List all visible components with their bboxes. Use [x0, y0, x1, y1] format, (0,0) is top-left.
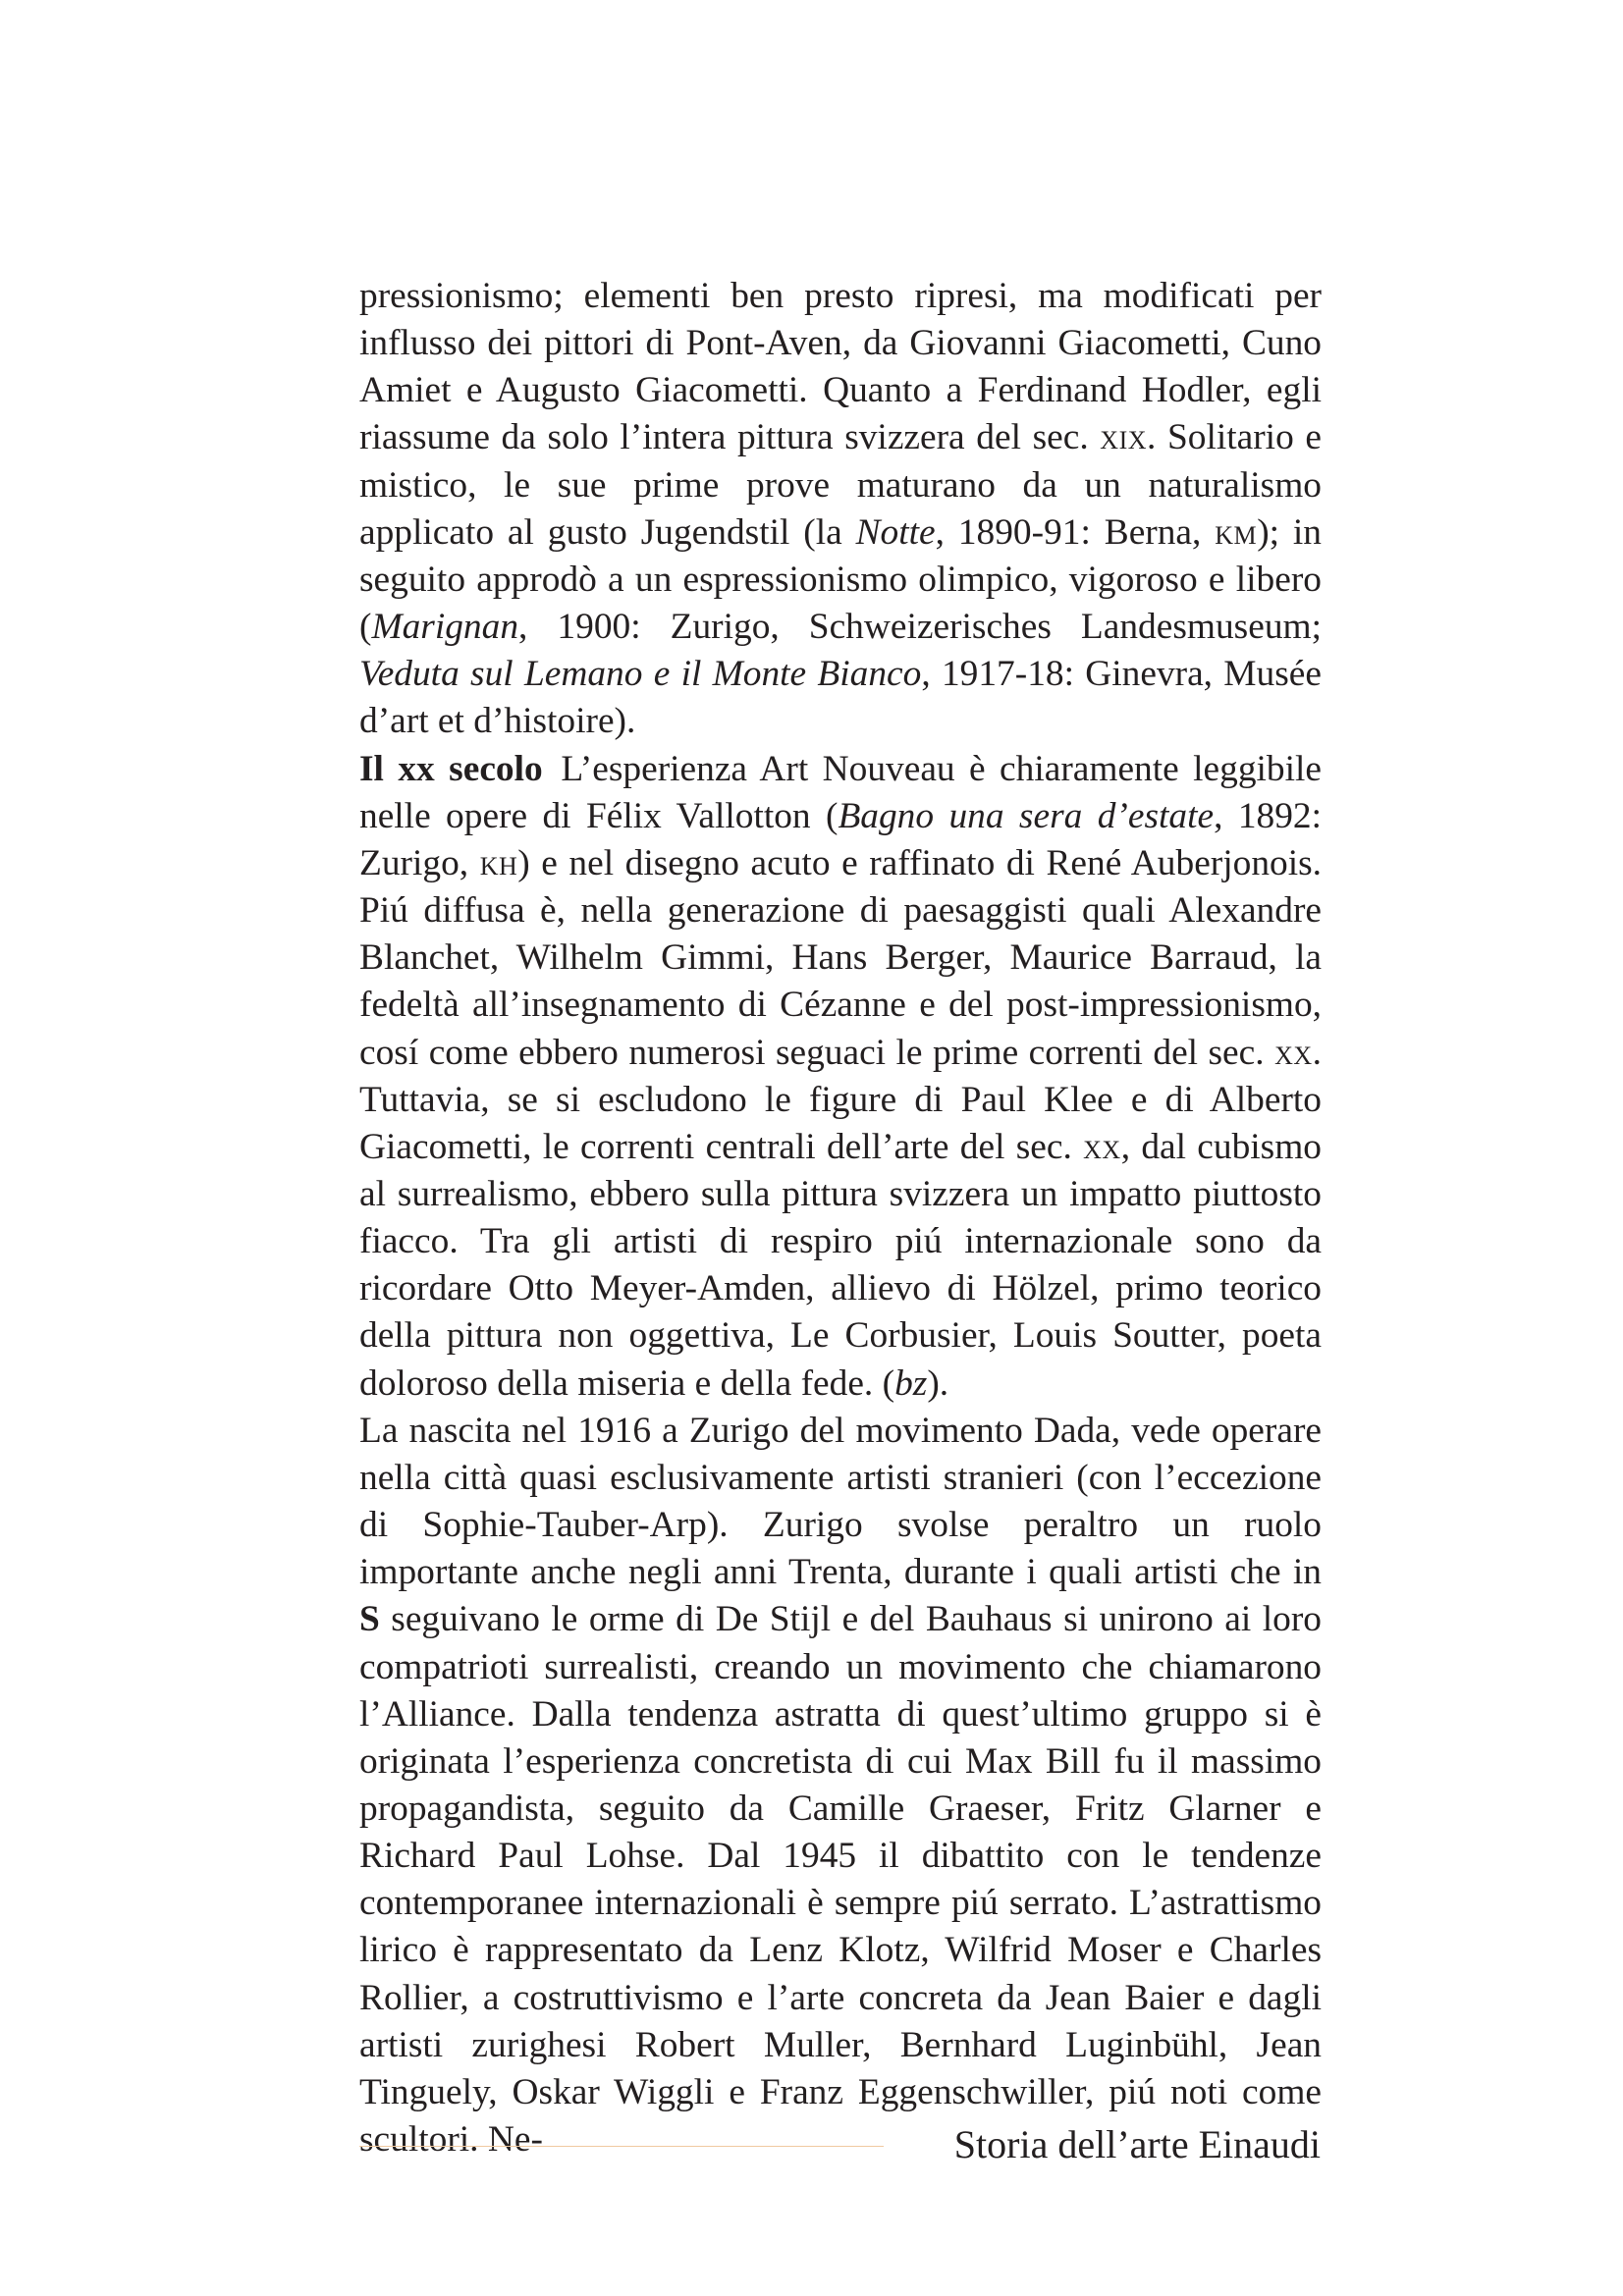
text-segment: , dal cubismo al surrealismo, ebbero sulla pittura svizzera un impatto piuttosto fiacco. Tra gli artisti di respiro piú internazionale sono da ricordare Otto Meyer-Amden, allievo di Hölzel, primo teorico della pittura non oggettiva, Le Corbusier, Louis Soutter, poeta doloroso della miseria e della fede. ( — [359, 1126, 1322, 1404]
section-heading: Il xx secolo — [359, 748, 543, 789]
text-segment: , 1890-91: Berna, — [935, 511, 1216, 553]
text-segment: ) e nel disegno acuto e raffinato di René Auberjonois. Piú diffusa è, nella generazione di paesaggisti quali Alexandre Blanchet, Wilhelm Gimmi, Hans Berger, Maurice Barraud, la fedeltà all’insegnamento di Cézanne e del post-impressionismo, cosí come ebbero numerosi seguaci le prime correnti del sec. — [359, 842, 1322, 1073]
footer-rule — [359, 2146, 884, 2147]
small-caps-numeral: xix — [1100, 417, 1148, 458]
artwork-title: Notte — [855, 511, 936, 553]
author-initials: bz — [894, 1362, 928, 1404]
paragraph-hodler — [359, 273, 1322, 746]
artwork-title: Veduta sul Lemano e il Monte Bianco — [359, 654, 922, 695]
text-segment: , 1917-18: Ginevra, Musée d’art et d’histoire). — [359, 654, 1322, 742]
text-segment: . Tuttavia, se si escludono le figure di Paul Klee e di Alberto Giacometti, le correnti centrali dell’arte del sec. — [359, 1032, 1322, 1167]
paragraph-dada — [359, 1408, 1322, 2164]
text-segment: . Solitario e mistico, le sue prime prove maturano da un naturalismo applicato al gusto Jugendstil (la — [359, 417, 1322, 553]
text-segment: L’esperienza Art Nouveau è chiaramente leggibile nelle opere di Félix Vallotton ( — [359, 748, 1322, 836]
text-segment: seguivano le orme di De Stijl e del Bauhaus si unirono ai loro compatrioti surrealisti, creando un movimento che chiamarono l’Alliance. Dalla tendenza astratta di quest’ultimo gruppo si è originata l’esperienza concretista di cui Max Bill fu il massimo propagandista, seguito da Camille Graeser, Fritz Glarner e Richard Paul Lohse. Dal 1945 il dibattito con le tendenze contemporanee internazionali è sempre piú serrato. L’astrattismo lirico è rappresentato da Lenz Klotz, Wilfrid Moser e Charles Rollier, a costruttivismo e l’arte concreta da Jean Baier e dagli artisti zurighesi Robert Muller, Bernhard Luginbühl, Jean Tinguely, Oskar Wiggli e Franz Eggenschwiller, piú noti come scultori. Ne- — [359, 1599, 1322, 2161]
small-caps-numeral: xx — [1083, 1126, 1121, 1167]
text-segment: , 1892: Zurigo, — [359, 795, 1322, 883]
cross-reference-bold: S — [359, 1599, 380, 1640]
museum-abbreviation: km — [1215, 511, 1258, 553]
text-segment: La nascita nel 1916 a Zurigo del movimento Dada, vede operare nella città quasi esclusivamente artisti stranieri (con l’eccezione di Sophie-Tauber-Arp). Zurigo svolse peraltro un ruolo importante anche negli anni Trenta, durante i quali artisti che in — [359, 1410, 1322, 1593]
museum-abbreviation: kh — [479, 842, 518, 883]
small-caps-numeral: xx — [1274, 1032, 1313, 1073]
text-segment: ). — [927, 1362, 949, 1404]
footer-title: Storia dell’arte Einaudi — [953, 2122, 1321, 2166]
paragraph-xx-secolo — [359, 746, 1322, 1408]
text-segment: ); in seguito approdò a un espressionismo olimpico, vigoroso e libero ( — [359, 511, 1323, 648]
text-segment: pressionismo; elementi ben presto ripresi, ma modificati per influsso dei pittori di Pont-Aven, da Giovanni Giacometti, Cuno Amiet e Augusto Giacometti. Quanto a Ferdinand Hodler, egli riassume da solo l’intera pittura svizzera del sec. — [359, 276, 1322, 458]
artwork-title: Bagno una sera d’estate — [838, 795, 1215, 836]
artwork-title: Marignan — [371, 607, 519, 648]
text-segment: , 1900: Zurigo, Schweizerisches Landesmuseum; — [518, 607, 1322, 648]
body-text — [359, 273, 1322, 2163]
